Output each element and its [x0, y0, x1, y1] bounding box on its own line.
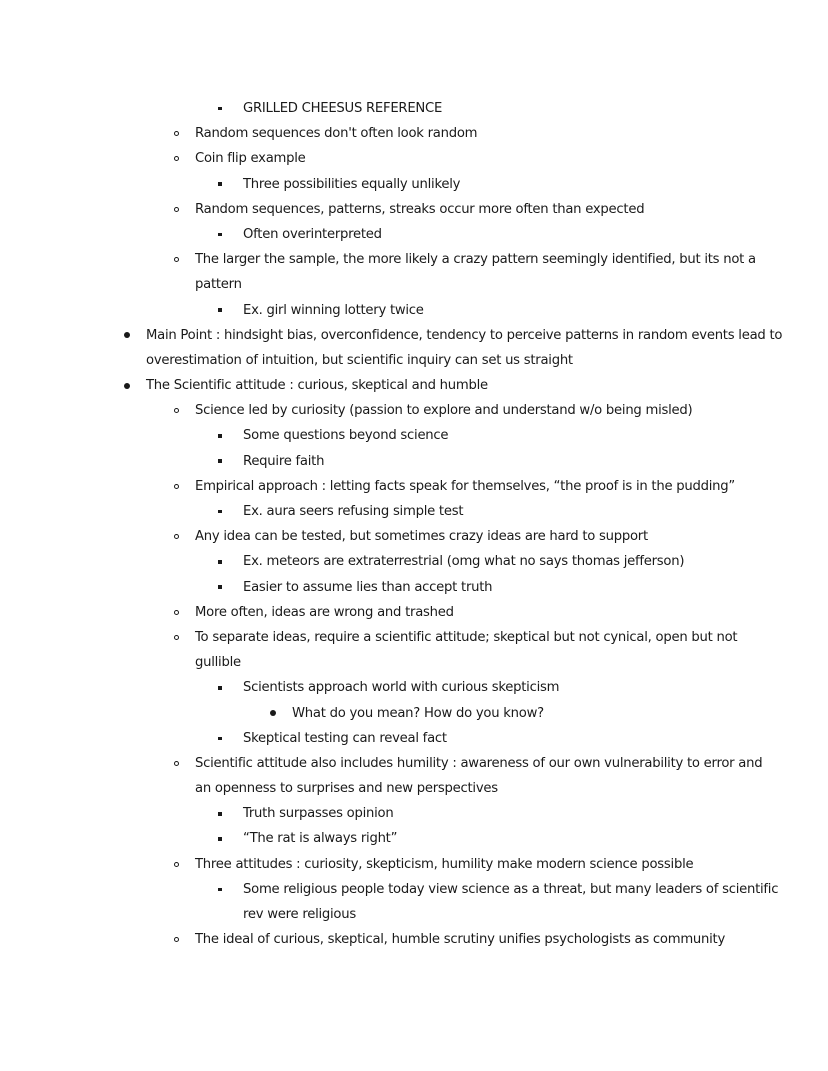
hollow-bullet-icon: [171, 625, 181, 650]
note-text: Random sequences, patterns, streaks occur more often than expected: [195, 201, 645, 217]
note-text: Three possibilities equally unlikely: [243, 176, 461, 192]
note-item: [0, 600, 828, 625]
note-text: The ideal of curious, skeptical, humble scrutiny unifies psychologists as community: [195, 932, 726, 948]
square-bullet-icon: [215, 675, 225, 700]
square-bullet-icon: [215, 423, 225, 448]
note-line-continuation: [0, 902, 828, 927]
note-text: Ex. girl winning lottery twice: [243, 302, 424, 318]
hollow-bullet-icon: [171, 927, 181, 952]
note-text: Require faith: [243, 453, 325, 469]
note-text: an openness to surprises and new perspectives: [195, 781, 498, 797]
note-item: [0, 247, 828, 272]
note-text: The larger the sample, the more likely a crazy pattern seemingly identified, but its not a: [195, 252, 756, 268]
square-bullet-icon: [215, 298, 225, 323]
hollow-bullet-icon: [171, 852, 181, 877]
hollow-bullet-icon: [171, 121, 181, 146]
note-text: Random sequences don't often look random: [195, 126, 478, 142]
note-line-continuation: [0, 650, 828, 675]
note-item: [0, 423, 828, 448]
square-bullet-icon: [215, 726, 225, 751]
note-text: Some questions beyond science: [243, 428, 449, 444]
note-text: gullible: [195, 655, 241, 671]
note-item: [0, 524, 828, 549]
note-text: Main Point : hindsight bias, overconfidence, tendency to perceive patterns in random events lead to: [146, 327, 783, 343]
note-item: [0, 499, 828, 524]
square-bullet-icon: [215, 801, 225, 826]
note-text: To separate ideas, require a scientific attitude; skeptical but not cynical, open but not: [195, 629, 738, 645]
square-bullet-icon: [215, 877, 225, 902]
note-item: [0, 373, 828, 398]
note-text: Three attitudes : curiosity, skepticism, humility make modern science possible: [195, 856, 694, 872]
note-text: pattern: [195, 277, 242, 293]
note-text: What do you mean? How do you know?: [292, 705, 544, 721]
note-text: Skeptical testing can reveal fact: [243, 730, 447, 746]
note-text: The Scientific attitude : curious, skeptical and humble: [146, 378, 488, 394]
note-text: Empirical approach : letting facts speak for themselves, “the proof is in the pudding”: [195, 478, 735, 494]
square-bullet-icon: [215, 222, 225, 247]
square-bullet-icon: [215, 499, 225, 524]
square-bullet-icon: [215, 172, 225, 197]
hollow-bullet-icon: [171, 197, 181, 222]
note-text: “The rat is always right”: [243, 831, 398, 847]
hollow-bullet-icon: [171, 146, 181, 171]
note-item: [0, 398, 828, 423]
note-text: Ex. aura seers refusing simple test: [243, 504, 464, 519]
note-item: [0, 675, 828, 700]
note-line-continuation: [0, 348, 828, 373]
square-bullet-icon: [215, 96, 225, 121]
note-item: [0, 172, 828, 197]
note-text: Any idea can be tested, but sometimes crazy ideas are hard to support: [195, 529, 648, 545]
hollow-bullet-icon: [171, 398, 181, 423]
note-text: Easier to assume lies than accept truth: [243, 579, 493, 595]
note-text: overestimation of intuition, but scientific inquiry can set us straight: [146, 352, 573, 368]
filled-bullet-icon: [268, 701, 278, 726]
note-item: [0, 197, 828, 222]
hollow-bullet-icon: [171, 474, 181, 499]
notes-page: [0, 96, 828, 952]
note-item: [0, 298, 828, 323]
hollow-bullet-icon: [171, 751, 181, 776]
note-text: Truth surpasses opinion: [243, 806, 394, 822]
note-item: [0, 222, 828, 247]
note-item: [0, 549, 828, 574]
square-bullet-icon: [215, 826, 225, 851]
filled-bullet-icon: [122, 323, 132, 348]
note-text: Scientific attitude also includes humility : awareness of our own vulnerability to error and: [195, 755, 763, 771]
note-item: [0, 121, 828, 146]
note-text: Coin flip example: [195, 151, 306, 167]
square-bullet-icon: [215, 549, 225, 574]
square-bullet-icon: [215, 575, 225, 600]
note-item: [0, 751, 828, 776]
note-item: [0, 877, 828, 902]
note-item: [0, 146, 828, 171]
filled-bullet-icon: [122, 373, 132, 398]
note-item: [0, 474, 828, 499]
note-text: Science led by curiosity (passion to explore and understand w/o being misled): [195, 403, 693, 419]
note-item: [0, 852, 828, 877]
note-item: [0, 323, 828, 348]
note-item: [0, 927, 828, 952]
hollow-bullet-icon: [171, 247, 181, 272]
note-text: Often overinterpreted: [243, 226, 382, 242]
note-item: [0, 701, 828, 726]
note-line-continuation: [0, 776, 828, 801]
note-item: [0, 575, 828, 600]
note-text: rev were religious: [243, 907, 356, 922]
note-item: [0, 96, 828, 121]
note-item: [0, 826, 828, 851]
note-text: More often, ideas are wrong and trashed: [195, 604, 454, 620]
note-item: [0, 625, 828, 650]
note-text: GRILLED CHEESUS REFERENCE: [243, 101, 443, 116]
note-text: Some religious people today view science as a threat, but many leaders of scientific: [243, 881, 779, 897]
note-item: [0, 449, 828, 474]
hollow-bullet-icon: [171, 600, 181, 625]
note-item: [0, 726, 828, 751]
note-line-continuation: [0, 272, 828, 297]
hollow-bullet-icon: [171, 524, 181, 549]
note-text: Ex. meteors are extraterrestrial (omg what no says thomas jefferson): [243, 554, 685, 570]
square-bullet-icon: [215, 449, 225, 474]
note-item: [0, 801, 828, 826]
note-text: Scientists approach world with curious skepticism: [243, 680, 560, 696]
